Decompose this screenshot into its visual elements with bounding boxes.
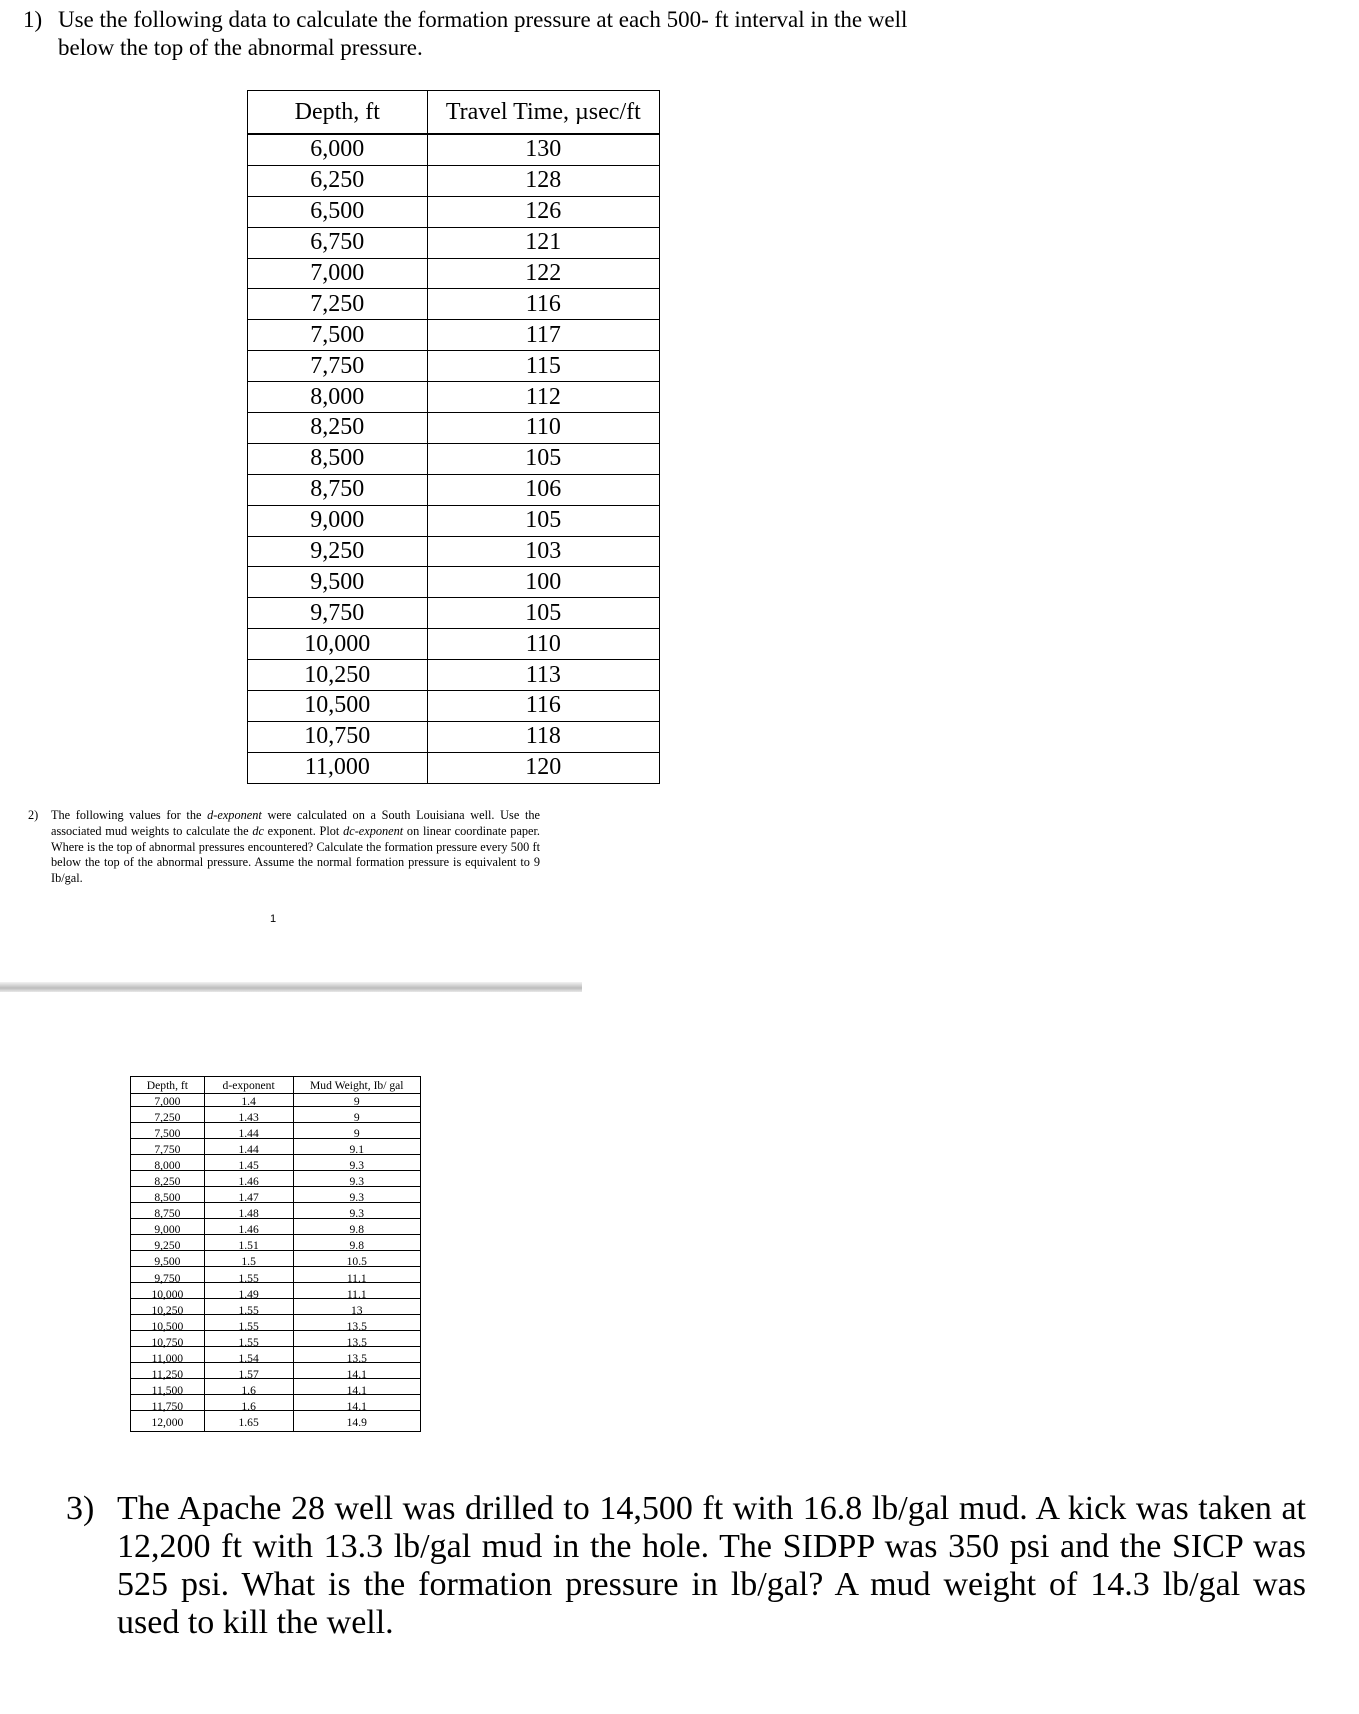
cell-travel-time: 103 xyxy=(427,536,659,567)
cell-d-exponent: 1.6 xyxy=(204,1383,293,1399)
table-row xyxy=(248,474,660,505)
table-row xyxy=(248,351,660,382)
cell-travel-time: 118 xyxy=(427,721,659,752)
cell-mud-weight: 9 xyxy=(293,1126,421,1142)
cell-depth: 7,000 xyxy=(248,258,428,289)
question-2-term-d-exponent: d-exponent xyxy=(207,808,262,822)
cell-travel-time: 110 xyxy=(427,629,659,660)
cell-travel-time: 105 xyxy=(427,598,659,629)
cell-depth: 8,500 xyxy=(248,443,428,474)
table-row xyxy=(131,1335,421,1351)
cell-mud-weight: 13.5 xyxy=(293,1335,421,1351)
cell-depth: 6,250 xyxy=(248,165,428,196)
cell-travel-time: 116 xyxy=(427,289,659,320)
table-row xyxy=(248,567,660,598)
question-2-text xyxy=(51,808,540,887)
cell-depth: 7,750 xyxy=(131,1142,205,1158)
cell-d-exponent: 1.47 xyxy=(204,1190,293,1206)
cell-depth: 11,500 xyxy=(131,1383,205,1399)
cell-d-exponent: 1.45 xyxy=(204,1158,293,1174)
cell-travel-time: 110 xyxy=(427,413,659,444)
cell-depth: 10,000 xyxy=(248,629,428,660)
cell-depth: 8,500 xyxy=(131,1190,205,1206)
header-depth: Depth, ft xyxy=(131,1077,205,1094)
table-row xyxy=(131,1094,421,1111)
question-2-number: 2) xyxy=(28,808,39,822)
cell-d-exponent: 1.48 xyxy=(204,1206,293,1222)
table-header-row xyxy=(131,1077,421,1094)
cell-d-exponent: 1.55 xyxy=(204,1335,293,1351)
cell-mud-weight: 9.1 xyxy=(293,1142,421,1158)
cell-d-exponent: 1.6 xyxy=(204,1399,293,1415)
table-row xyxy=(248,752,660,783)
table-row xyxy=(248,505,660,536)
table-row xyxy=(131,1110,421,1126)
cell-d-exponent: 1.55 xyxy=(204,1303,293,1319)
cell-mud-weight: 14.1 xyxy=(293,1399,421,1415)
table-row xyxy=(131,1190,421,1206)
cell-mud-weight: 9.8 xyxy=(293,1238,421,1254)
cell-d-exponent: 1.4 xyxy=(204,1094,293,1111)
cell-mud-weight: 9 xyxy=(293,1094,421,1111)
cell-depth: 9,000 xyxy=(131,1222,205,1238)
question-2-term-dc-exponent: dc-exponent xyxy=(343,823,404,838)
question-2-term-dc: dc xyxy=(252,823,264,838)
cell-d-exponent: 1.44 xyxy=(204,1126,293,1142)
cell-mud-weight: 11.1 xyxy=(293,1287,421,1303)
cell-depth: 7,250 xyxy=(248,289,428,320)
table-row xyxy=(248,165,660,196)
header-travel-time: Travel Time, µsec/ft xyxy=(427,91,659,135)
header-d-exponent: d-exponent xyxy=(204,1077,293,1094)
cell-depth: 9,750 xyxy=(248,598,428,629)
cell-depth: 12,000 xyxy=(131,1415,205,1432)
cell-d-exponent: 1.65 xyxy=(204,1415,293,1432)
table-row xyxy=(131,1174,421,1190)
cell-travel-time: 112 xyxy=(427,382,659,413)
cell-travel-time: 116 xyxy=(427,691,659,722)
travel-time-table xyxy=(247,90,660,784)
cell-d-exponent: 1.54 xyxy=(204,1351,293,1367)
cell-mud-weight: 13.5 xyxy=(293,1319,421,1335)
cell-depth: 7,750 xyxy=(248,351,428,382)
cell-depth: 8,250 xyxy=(248,413,428,444)
table-row xyxy=(248,134,660,165)
table-row xyxy=(248,289,660,320)
question-3-number: 3) xyxy=(66,1490,95,1527)
table-row xyxy=(131,1238,421,1254)
table-row xyxy=(248,196,660,227)
cell-mud-weight: 9.3 xyxy=(293,1206,421,1222)
cell-d-exponent: 1.55 xyxy=(204,1271,293,1287)
cell-d-exponent: 1.51 xyxy=(204,1238,293,1254)
cell-mud-weight: 9 xyxy=(293,1110,421,1126)
table-row xyxy=(131,1287,421,1303)
cell-depth: 10,250 xyxy=(131,1303,205,1319)
cell-travel-time: 100 xyxy=(427,567,659,598)
question-2-text-part: The following values for the xyxy=(51,808,208,822)
page-divider xyxy=(0,982,582,992)
cell-d-exponent: 1.5 xyxy=(204,1254,293,1270)
table-row xyxy=(131,1206,421,1222)
table-row xyxy=(248,227,660,258)
cell-d-exponent: 1.55 xyxy=(204,1319,293,1335)
cell-depth: 9,500 xyxy=(248,567,428,598)
cell-depth: 8,000 xyxy=(131,1158,205,1174)
header-depth: Depth, ft xyxy=(248,91,428,135)
cell-travel-time: 128 xyxy=(427,165,659,196)
cell-depth: 11,250 xyxy=(131,1367,205,1383)
cell-depth: 9,000 xyxy=(248,505,428,536)
table-row xyxy=(248,629,660,660)
cell-depth: 6,500 xyxy=(248,196,428,227)
table-row xyxy=(248,536,660,567)
cell-depth: 10,250 xyxy=(248,660,428,691)
cell-depth: 9,250 xyxy=(248,536,428,567)
question-2-text-part: on linear coordinate paper. Where is the top of abnormal pressures encountered? Calculate the formation pressure every 500 ft below the top of the abnormal pressure. Assume the normal formation pressure is equivalent to 9 Ib/gal. xyxy=(51,823,540,886)
question-2-text-part: were calculated on a South Louisiana well. Use the associated mud weights to calculate the xyxy=(51,808,540,838)
cell-depth: 9,750 xyxy=(131,1271,205,1287)
table-row xyxy=(131,1383,421,1399)
cell-travel-time: 115 xyxy=(427,351,659,382)
table-row xyxy=(131,1351,421,1367)
cell-mud-weight: 13 xyxy=(293,1303,421,1319)
cell-depth: 6,000 xyxy=(248,134,428,165)
table-row xyxy=(248,258,660,289)
cell-depth: 10,000 xyxy=(131,1287,205,1303)
cell-depth: 6,750 xyxy=(248,227,428,258)
cell-depth: 11,000 xyxy=(131,1351,205,1367)
cell-d-exponent: 1.44 xyxy=(204,1142,293,1158)
cell-depth: 8,750 xyxy=(248,474,428,505)
cell-depth: 8,750 xyxy=(131,1206,205,1222)
cell-mud-weight: 14.9 xyxy=(293,1415,421,1432)
cell-d-exponent: 1.57 xyxy=(204,1367,293,1383)
cell-depth: 10,500 xyxy=(131,1319,205,1335)
table-row xyxy=(131,1415,421,1432)
cell-depth: 8,000 xyxy=(248,382,428,413)
table-header-row xyxy=(248,91,660,135)
cell-travel-time: 106 xyxy=(427,474,659,505)
table-row xyxy=(248,320,660,351)
cell-depth: 11,750 xyxy=(131,1399,205,1415)
table-row xyxy=(248,413,660,444)
cell-depth: 11,000 xyxy=(248,752,428,783)
cell-d-exponent: 1.49 xyxy=(204,1287,293,1303)
cell-mud-weight: 14.1 xyxy=(293,1383,421,1399)
table-row xyxy=(248,598,660,629)
table-row xyxy=(248,382,660,413)
cell-depth: 10,750 xyxy=(131,1335,205,1351)
table-row xyxy=(131,1222,421,1238)
cell-travel-time: 122 xyxy=(427,258,659,289)
cell-depth: 7,500 xyxy=(248,320,428,351)
page-number: 1 xyxy=(270,913,277,925)
cell-depth: 10,500 xyxy=(248,691,428,722)
table-row xyxy=(131,1399,421,1415)
question-3-text: The Apache 28 well was drilled to 14,500 ft with 16.8 lb/gal mud. A kick was taken at 12,200 ft with 13.3 lb/gal mud in the hole. The SIDPP was 350 psi and the SICP was 525 psi. What is the formation pressure in lb/gal? A mud weight of 14.3 lb/gal was used to kill the well. xyxy=(117,1490,1306,1641)
cell-d-exponent: 1.43 xyxy=(204,1110,293,1126)
table-row xyxy=(248,443,660,474)
table-row xyxy=(131,1126,421,1142)
cell-depth: 7,500 xyxy=(131,1126,205,1142)
cell-mud-weight: 10.5 xyxy=(293,1254,421,1270)
table-row xyxy=(131,1367,421,1383)
cell-mud-weight: 11.1 xyxy=(293,1271,421,1287)
table-row xyxy=(131,1158,421,1174)
cell-depth: 10,750 xyxy=(248,721,428,752)
question-1-number: 1) xyxy=(23,7,43,32)
cell-travel-time: 117 xyxy=(427,320,659,351)
question-2-text-part: exponent. Plot xyxy=(263,823,344,838)
cell-depth: 8,250 xyxy=(131,1174,205,1190)
header-mud-weight: Mud Weight, Ib/ gal xyxy=(293,1077,421,1094)
cell-d-exponent: 1.46 xyxy=(204,1174,293,1190)
table-row xyxy=(131,1254,421,1270)
cell-depth: 7,000 xyxy=(131,1094,205,1111)
cell-mud-weight: 14.1 xyxy=(293,1367,421,1383)
cell-mud-weight: 9.8 xyxy=(293,1222,421,1238)
cell-travel-time: 113 xyxy=(427,660,659,691)
cell-mud-weight: 9.3 xyxy=(293,1158,421,1174)
table-row xyxy=(131,1271,421,1287)
cell-mud-weight: 13.5 xyxy=(293,1351,421,1367)
question-3 xyxy=(66,1490,1306,1642)
table-row xyxy=(248,721,660,752)
d-exponent-table xyxy=(130,1076,421,1432)
cell-travel-time: 130 xyxy=(427,134,659,165)
cell-depth: 9,250 xyxy=(131,1238,205,1254)
table-row xyxy=(131,1303,421,1319)
cell-travel-time: 121 xyxy=(427,227,659,258)
cell-depth: 9,500 xyxy=(131,1254,205,1270)
cell-travel-time: 120 xyxy=(427,752,659,783)
table-row xyxy=(131,1319,421,1335)
cell-depth: 7,250 xyxy=(131,1110,205,1126)
cell-mud-weight: 9.3 xyxy=(293,1190,421,1206)
cell-travel-time: 126 xyxy=(427,196,659,227)
table-row xyxy=(248,691,660,722)
cell-travel-time: 105 xyxy=(427,443,659,474)
cell-travel-time: 105 xyxy=(427,505,659,536)
table-row xyxy=(131,1142,421,1158)
cell-mud-weight: 9.3 xyxy=(293,1174,421,1190)
table-row xyxy=(248,660,660,691)
cell-d-exponent: 1.46 xyxy=(204,1222,293,1238)
question-1-text: Use the following data to calculate the formation pressure at each 500- ft interval in the well below the top of the abnormal pressure. xyxy=(58,7,908,60)
question-2 xyxy=(28,808,540,887)
